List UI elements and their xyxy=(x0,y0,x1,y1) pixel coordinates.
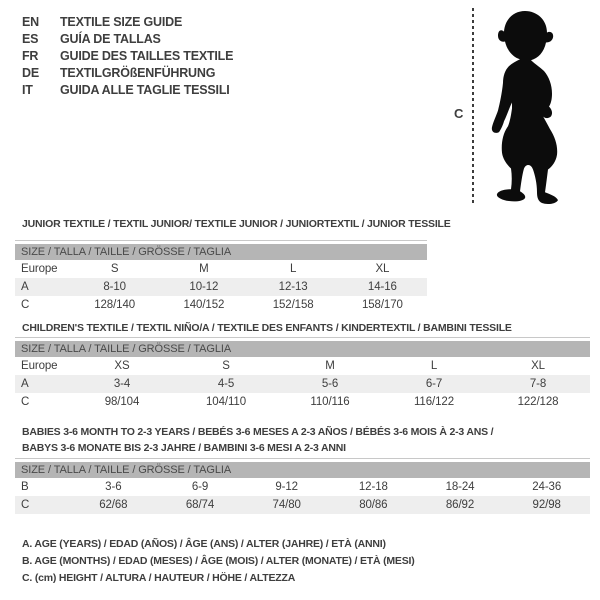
table-cell: XL xyxy=(375,263,390,275)
table-cell: 8-10 xyxy=(103,281,126,293)
table-cell: 24-36 xyxy=(532,481,562,493)
table-cell: 98/104 xyxy=(104,396,140,408)
table-cell: 12-18 xyxy=(358,481,388,493)
table-cell: M xyxy=(325,360,335,372)
table-row xyxy=(15,357,590,375)
table-cell: 3-6 xyxy=(105,481,122,493)
language-code: EN xyxy=(22,15,39,29)
language-code: FR xyxy=(22,49,39,63)
table-cell: 68/74 xyxy=(185,499,215,511)
table-cell: 9-12 xyxy=(275,481,298,493)
row-label: Europe xyxy=(21,263,58,275)
junior-size-table xyxy=(15,240,427,314)
size-header-bar: SIZE / TALLA / TAILLE / GRÖSSE / TAGLIA xyxy=(15,462,590,478)
table-cell: 128/140 xyxy=(94,299,136,311)
table-cell: XL xyxy=(531,360,545,372)
language-item xyxy=(22,14,233,31)
language-item xyxy=(22,48,233,65)
table-cell: S xyxy=(222,360,230,372)
height-marker-label: C xyxy=(454,106,464,121)
table-cell: L xyxy=(289,263,297,275)
table-cell: S xyxy=(110,263,119,275)
table-cell: 140/152 xyxy=(183,299,225,311)
language-code: IT xyxy=(22,83,33,97)
table-cell: 4-5 xyxy=(217,378,235,390)
babies-size-table xyxy=(15,458,590,514)
section-title-line: CHILDREN'S TEXTILE / TEXTIL NIÑO/A / TEXTILE DES ENFANTS / KINDERTEXTIL / BAMBINI TESSILE xyxy=(22,322,512,334)
footnote-line: A. AGE (YEARS) / EDAD (AÑOS) / ÂGE (ANS) / ALTER (JAHRE) / ETÀ (ANNI) xyxy=(22,538,386,550)
section-title-line: BABIES 3-6 MONTH TO 2-3 YEARS / BEBÉS 3-6 MESES A 2-3 AÑOS / BÉBÉS 3-6 MOIS À 2-3 ANS / xyxy=(22,426,494,438)
language-item xyxy=(22,65,233,82)
toddler-silhouette-image xyxy=(481,8,571,205)
children-section-title xyxy=(22,320,512,336)
section-title-line: JUNIOR TEXTILE / TEXTIL JUNIOR/ TEXTILE JUNIOR / JUNIORTEXTIL / JUNIOR TESSILE xyxy=(22,218,451,230)
table-cell: 12-13 xyxy=(278,281,308,293)
language-label: GUIDA ALLE TAGLIE TESSILI xyxy=(60,83,230,97)
table-row xyxy=(15,375,590,393)
row-label: C xyxy=(21,396,30,408)
language-label: GUIDE DES TAILLES TEXTILE xyxy=(60,49,234,63)
table-cell: 92/98 xyxy=(532,499,561,511)
height-measure-dashed-line xyxy=(472,8,474,205)
section-title-line: BABYS 3-6 MONATE BIS 2-3 JAHRE / BAMBINI 3-6 MESI A 2-3 ANNI xyxy=(22,442,346,454)
row-label: B xyxy=(21,481,29,493)
language-item xyxy=(22,31,233,48)
size-header-bar: SIZE / TALLA / TAILLE / GRÖSSE / TAGLIA xyxy=(15,341,590,357)
row-label: A xyxy=(21,378,29,390)
language-code: ES xyxy=(22,32,39,46)
table-cell: XS xyxy=(114,360,130,372)
table-row xyxy=(15,296,427,314)
table-cell: L xyxy=(430,360,438,372)
table-cell: 62/68 xyxy=(99,499,128,511)
size-header-bar: SIZE / TALLA / TAILLE / GRÖSSE / TAGLIA xyxy=(15,244,427,260)
table-cell: 74/80 xyxy=(272,499,301,511)
table-cell: 86/92 xyxy=(445,499,475,511)
table-cell: 6-9 xyxy=(191,481,209,493)
language-label: TEXTILE SIZE GUIDE xyxy=(60,15,183,29)
table-cell: 5-6 xyxy=(321,378,339,390)
table-cell: 7-8 xyxy=(529,378,547,390)
row-label: C xyxy=(21,499,30,511)
row-label: A xyxy=(21,281,29,293)
language-label: GUÍA DE TALLAS xyxy=(60,32,161,46)
table-cell: 152/158 xyxy=(272,299,314,311)
table-cell: 6-7 xyxy=(425,378,443,390)
table-row xyxy=(15,496,590,514)
table-cell: 80/86 xyxy=(359,499,388,511)
table-cell: 18-24 xyxy=(445,481,475,493)
table-cell: 122/128 xyxy=(517,396,559,408)
footnotes xyxy=(22,536,415,587)
table-row xyxy=(15,278,427,296)
language-label: TEXTILGRÖßENFÜHRUNG xyxy=(60,66,216,80)
language-guide-list xyxy=(22,14,233,99)
table-cell: 110/116 xyxy=(310,396,350,408)
table-cell: 158/170 xyxy=(361,299,403,311)
footnote-line: B. AGE (MONTHS) / EDAD (MESES) / ÂGE (MOIS) / ALTER (MONATE) / ETÀ (MESI) xyxy=(22,555,415,567)
table-cell: 104/110 xyxy=(205,396,247,408)
babies-section-title xyxy=(22,424,493,456)
table-cell: M xyxy=(199,263,209,275)
table-row xyxy=(15,260,427,278)
language-code: DE xyxy=(22,66,39,80)
footnote-line: C. (cm) HEIGHT / ALTURA / HAUTEUR / HÖHE / ALTEZZA xyxy=(22,572,296,584)
children-size-table xyxy=(15,337,590,411)
table-cell: 10-12 xyxy=(189,281,219,293)
table-row xyxy=(15,478,590,496)
table-row xyxy=(15,393,590,411)
row-label: C xyxy=(21,299,30,311)
language-item xyxy=(22,82,233,99)
table-cell: 116/122 xyxy=(413,396,455,408)
table-cell: 3-4 xyxy=(113,378,131,390)
junior-section-title xyxy=(22,216,451,232)
table-cell: 14-16 xyxy=(367,281,397,293)
row-label: Europe xyxy=(21,360,58,372)
